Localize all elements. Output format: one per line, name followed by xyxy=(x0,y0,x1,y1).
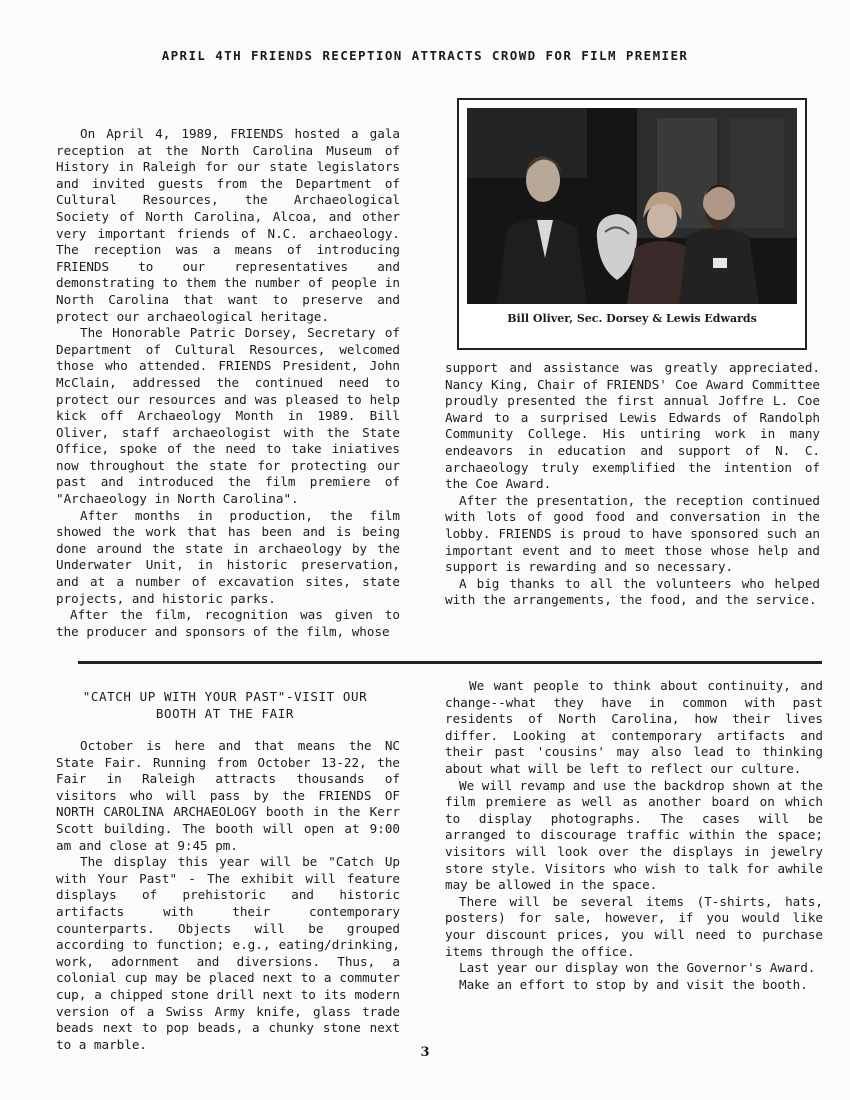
article1-paragraph: After the presentation, the reception continued with lots of good food and conversation in the lobby. FRIENDS is proud to have sponsored such an important event and to meet those whose help and support is rewarding and so necessary. xyxy=(445,492,820,575)
article1-paragraph: The Honorable Patric Dorsey, Secretary of Department of Cultural Resources, welcomed those who attended. FRIENDS President, John McClain, addressed the continued need to protect our resources and was pleased to help kick off Archaeology Month in 1989. Bill Oliver, staff archaeologist with the State Office, spoke of the need to take iniatives now throughout the state for protecting our past and introduced the film premiere of "Archaeology in North Carolina". xyxy=(56,325,400,507)
article1-paragraph: After months in production, the film showed the work that has been and is being done around the state in archaeology by the Underwater Unit, in historic preservation, and at a number of excavation sites, state projects, and historic parks. xyxy=(56,507,400,606)
article2-paragraph: The display this year will be "Catch Up with Your Past" - The exhibit will feature displays of prehistoric and historic artifacts with their contemporary counterparts. Objects will be grouped according to function; e.g., eating/drinking, work, adornment and diversions. Thus, a colonial cup may be placed next to a commuter cup, a chipped stone drill next to its modern version of a Swiss Army knife, glass trade beads next to pop beads, a chunky stone next to a marble. xyxy=(56,854,400,1052)
section-divider xyxy=(78,661,822,664)
article2-paragraph: October is here and that means the NC State Fair. Running from October 13-22, the Fair in Raleigh attracts thousands of visitors who will pass by the FRIENDS OF NORTH CAROLINA ARCHAEOLOGY booth in the Kerr Scott building. The booth will open at 9:00 am and close at 9:45 pm. xyxy=(56,738,400,853)
page-number: 3 xyxy=(420,1045,430,1060)
article2-paragraph: Last year our display won the Governor's Award. xyxy=(459,960,816,976)
photo-frame xyxy=(457,98,807,350)
article2-paragraph: We will revamp and use the backdrop shown at the film premiere as well as another board on which to display photographs. The cases will be arranged to discourage traffic within the space; visitors will look over the displays in jewelry store style. Visitors who wish to talk for awhile may be allowed in the space. xyxy=(445,777,823,893)
article2-headline-line: "CATCH UP WITH YOUR PAST"-VISIT OUR xyxy=(82,689,368,704)
photo-caption: Bill Oliver, Sec. Dorsey & Lewis Edwards xyxy=(507,312,757,325)
article1-right-column xyxy=(445,360,820,609)
article2-paragraph: Make an effort to stop by and visit the booth. xyxy=(459,976,808,992)
article2-headline xyxy=(30,688,420,722)
article2-paragraph: We want people to think about continuity, and change--what they have in common with past residents of North Carolina, how their lives differ. Looking at contemporary artifacts and their past 'cousins' may also lead to thinking about what will be left to reflect our culture. xyxy=(445,678,823,776)
article1-paragraph: support and assistance was greatly appreciated. Nancy King, Chair of FRIENDS' Coe Award Committee proudly presented the first annual Joffre L. Coe Award to a surprised Lewis Edwards of Randolph Community College. His untiring work in many endeavors in education and support of N. C. archaeology truly exemplified the intention of the Coe Award. xyxy=(445,360,820,492)
reception-photo xyxy=(467,108,797,304)
article1-paragraph: A big thanks to all the volunteers who helped with the arrangements, the food, and the service. xyxy=(445,575,820,608)
article1-left-column xyxy=(56,126,400,640)
photo-illustration xyxy=(467,108,797,304)
article2-left-column xyxy=(56,738,400,1053)
article2-headline-line: BOOTH AT THE FAIR xyxy=(155,706,295,721)
article1-paragraph: After the film, recognition was given to the producer and sponsors of the film, whose xyxy=(56,607,400,639)
article2-right-column xyxy=(445,678,823,993)
article2-paragraph: There will be several items (T-shirts, hats, posters) for sale, however, if you would like your discount prices, you will need to purchase items through the office. xyxy=(445,893,823,959)
article-headline: APRIL 4TH FRIENDS RECEPTION ATTRACTS CROWD FOR FILM PREMIER xyxy=(161,48,689,63)
article1-paragraph: On April 4, 1989, FRIENDS hosted a gala reception at the North Carolina Museum of History in Raleigh for our state legislators and invited guests from the Department of Cultural Resources, the Archaeological Society of North Carolina, Alcoa, and other very important friends of N.C. archaeology. The reception was a means of introducing FRIENDS to our representatives and demonstrating to them the number of people in North Carolina that want to preserve and protect our archaeological heritage. xyxy=(56,126,400,324)
